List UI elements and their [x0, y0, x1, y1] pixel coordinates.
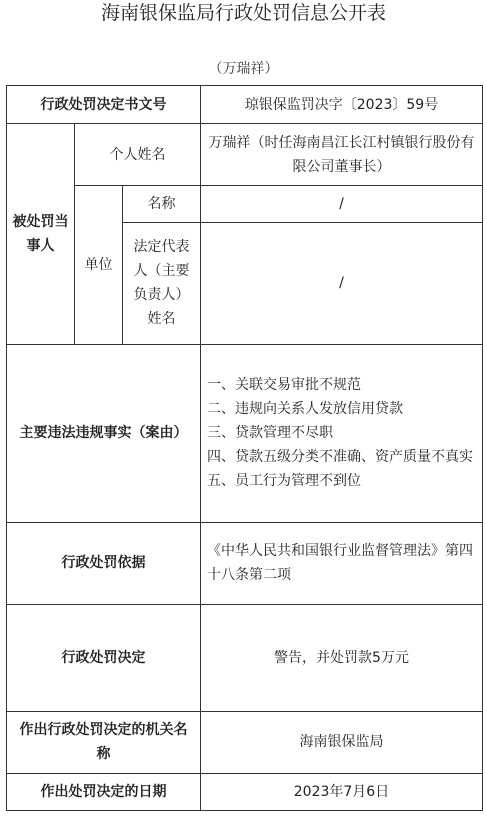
unit-name-label: 名称 [123, 186, 201, 222]
authority-value: 海南银保监局 [201, 711, 483, 773]
table-row [7, 345, 483, 523]
basis-value: 《中华人民共和国银行业监督管理法》第四十八条第二项 [201, 522, 483, 604]
legal-rep-label: 法定代表人（主要负责人）姓名 [123, 222, 201, 345]
facts-label: 主要违法违规事实（案由） [7, 345, 201, 523]
fact-item: 四、贷款五级分类不准确、资产质量不真实 [207, 449, 473, 466]
fact-item: 三、贷款管理不尽职 [207, 425, 333, 442]
unit-label: 单位 [75, 186, 123, 345]
fact-item: 一、关联交易审批不规范 [207, 377, 361, 394]
party-label: 被处罚当事人 [7, 124, 75, 345]
table-row [7, 124, 483, 186]
decision-value: 警告，并处罚款5万元 [201, 605, 483, 711]
fact-item: 二、违规向关系人发放信用贷款 [207, 401, 403, 418]
page-title: 海南银保监局行政处罚信息公开表 [100, 2, 386, 24]
page-subtitle: （万瑞祥） [208, 61, 279, 77]
date-label: 作出处罚决定的日期 [7, 773, 201, 810]
basis-label: 行政处罚依据 [7, 522, 201, 604]
doc-no-label: 行政处罚决定书文号 [7, 86, 201, 124]
person-name-label: 个人姓名 [75, 124, 201, 186]
doc-no-value: 琼银保监罚决字〔2023〕59号 [201, 86, 483, 124]
penalty-info-table [6, 85, 483, 811]
table-row [7, 605, 483, 711]
date-value: 2023年7月6日 [201, 773, 483, 810]
unit-name-value: / [201, 186, 483, 222]
table-row [7, 522, 483, 604]
decision-label: 行政处罚决定 [7, 605, 201, 711]
fact-item: 五、员工行为管理不到位 [207, 473, 361, 490]
table-row [7, 86, 483, 124]
table-row [7, 711, 483, 773]
authority-label: 作出行政处罚决定的机关名称 [7, 711, 201, 773]
legal-rep-value: / [201, 222, 483, 345]
facts-list [201, 345, 483, 523]
person-name-value: 万瑞祥（时任海南昌江长江村镇银行股份有限公司董事长） [201, 124, 483, 186]
table-row [7, 186, 483, 222]
table-row [7, 773, 483, 810]
